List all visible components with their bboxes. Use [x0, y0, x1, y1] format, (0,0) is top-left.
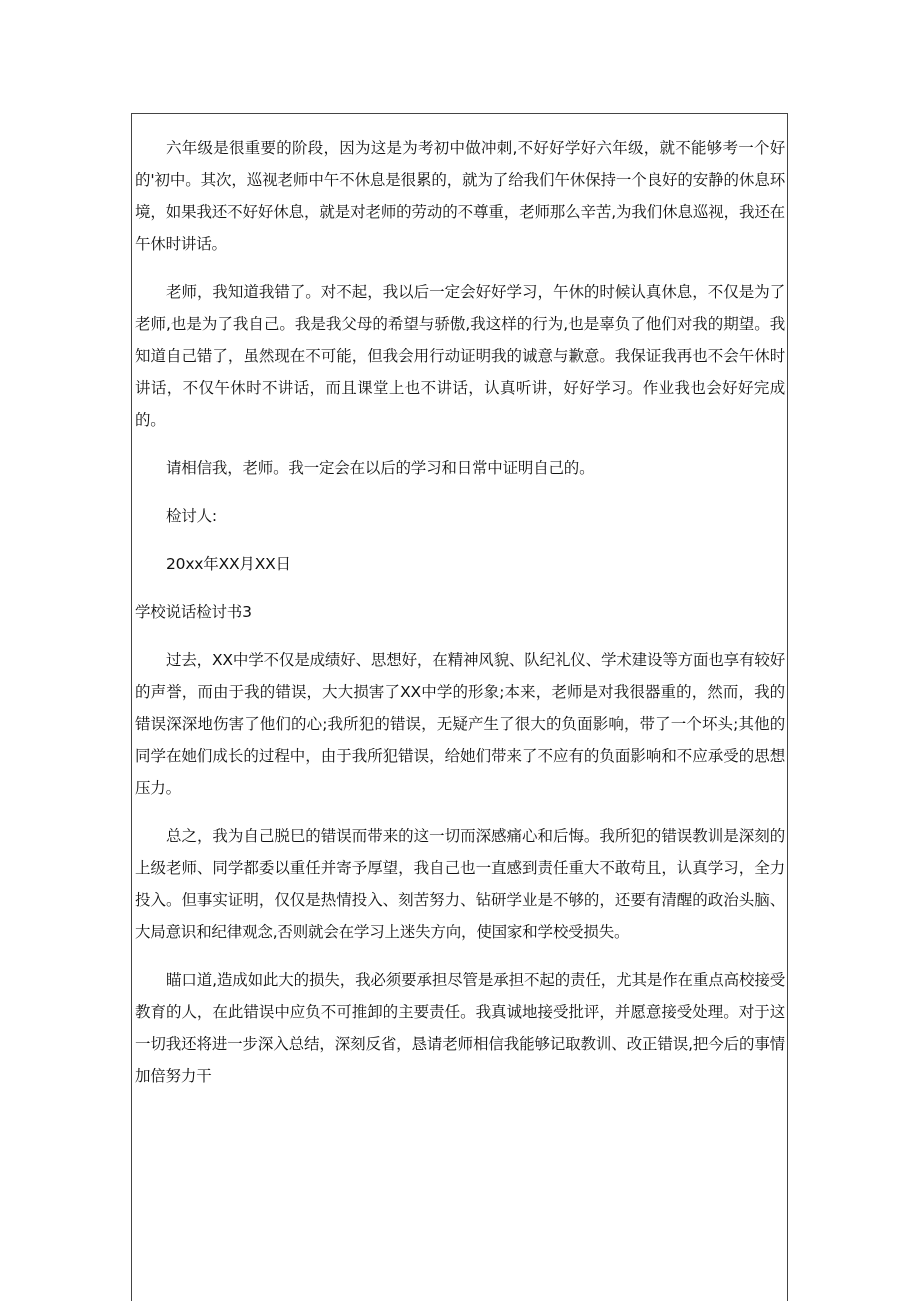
paragraph: 瞄口道,造成如此大的损失，我必须要承担尽管是承担不起的责任，尤其是作在重点高校接受教育的人，在此错误中应负不可推卸的主要责任。我真诚地接受批评，并愿意接受处理。对于这一切我还将进一步深入总结，深刻反省，恳请老师相信我能够记取教训、改正错误,把今后的事情加倍努力干 — [135, 971, 785, 1085]
signature-label: 检讨人: — [166, 507, 217, 525]
document-body — [135, 132, 785, 1092]
paragraph: 请相信我，老师。我一定会在以后的学习和日常中证明自己的。 — [166, 459, 595, 477]
paragraph: 过去，XX中学不仅是成绩好、思想好，在精神风貌、队纪礼仪、学术建设等方面也享有较好的声誉，而由于我的错误，大大损害了XX中学的形象;本来，老师是对我很器重的，然而，我的错误深深地伤害了他们的心;我所犯的错误，无疑产生了很大的负面影响，带了一个坏头;其他的同学在她们成长的过程中，由于我所犯错误，给她们带来了不应有的负面影响和不应承受的思想压力。 — [135, 651, 785, 797]
date-line: 20xx年XX月XX日 — [166, 555, 291, 573]
section-heading: 学校说话检讨书3 — [135, 603, 252, 621]
paragraph: 六年级是很重要的阶段，因为这是为考初中做冲刺,不好好学好六年级，就不能够考一个好的'初中。其次，巡视老师中午不休息是很累的，就为了给我们午休保持一个良好的安静的休息环境，如果我还不好好休息，就是对老师的劳动的不尊重，老师那么辛苦,为我们休息巡视，我还在午休时讲话。 — [135, 139, 785, 253]
paragraph: 老师，我知道我错了。对不起，我以后一定会好好学习，午休的时候认真休息，不仅是为了老师,也是为了我自己。我是我父母的希望与骄傲,我这样的行为,也是辜负了他们对我的期望。我知道自己错了，虽然现在不可能，但我会用行动证明我的诚意与歉意。我保证我再也不会午休时讲话，不仅午休时不讲话，而且课堂上也不讲话，认真听讲，好好学习。作业我也会好好完成的。 — [135, 283, 785, 429]
document-frame — [131, 113, 788, 1301]
paragraph: 总之，我为自己脱巳的错误而带来的这一切而深感痛心和后悔。我所犯的错误教训是深刻的上级老师、同学都委以重任并寄予厚望，我自己也一直感到责任重大不敢苟且，认真学习，全力投入。但事实证明，仅仅是热情投入、刻苦努力、钻研学业是不够的，还要有清醒的政治头脑、大局意识和纪律观念,否则就会在学习上迷失方向，使国家和学校受损失。 — [135, 827, 785, 941]
